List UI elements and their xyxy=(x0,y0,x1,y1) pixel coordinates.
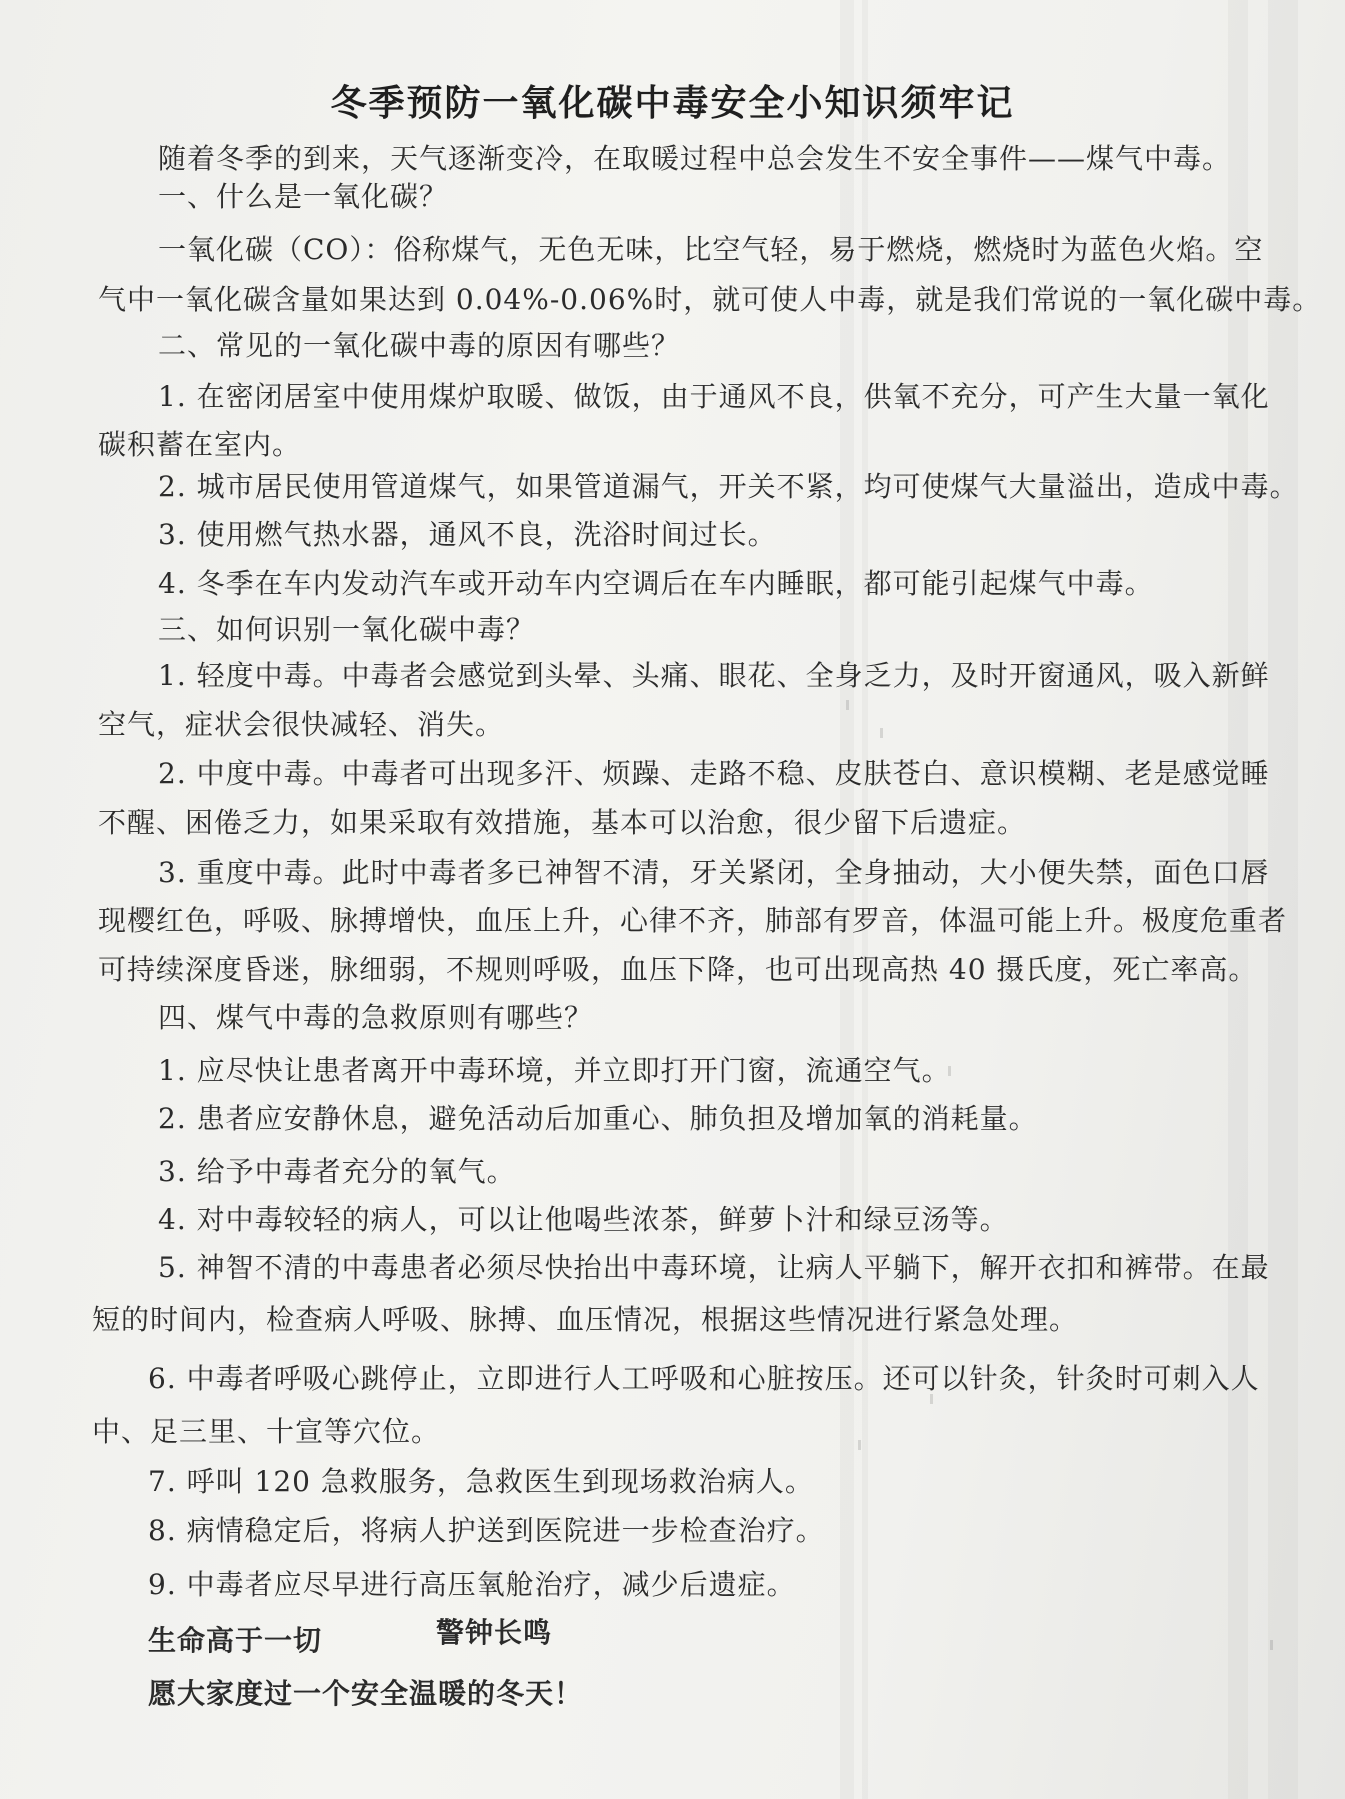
section-2-item: 2. 城市居民使用管道煤气，如果管道漏气，开关不紧，均可使煤气大量溢出，造成中毒。 xyxy=(158,470,1299,503)
section-3-item: 1. 轻度中毒。中毒者会感觉到头晕、头痛、眼花、全身乏力，及时开窗通风，吸入新鲜 xyxy=(158,659,1270,692)
section-3-item: 2. 中度中毒。中毒者可出现多汗、烦躁、走路不稳、皮肤苍白、意识模糊、老是感觉睡 xyxy=(158,757,1270,790)
intro-paragraph: 随着冬季的到来，天气逐渐变冷，在取暖过程中总会发生不安全事件——煤气中毒。 xyxy=(158,142,1232,175)
section-heading-3: 三、如何识别一氧化碳中毒？ xyxy=(158,613,536,646)
section-heading-2: 二、常见的一氧化碳中毒的原因有哪些？ xyxy=(158,329,681,362)
section-4-item: 短的时间内，检查病人呼吸、脉搏、血压情况，根据这些情况进行紧急处理。 xyxy=(92,1303,1079,1336)
document-title: 冬季预防一氧化碳中毒安全小知识须牢记 xyxy=(330,82,1015,124)
closing-line: 愿大家度过一个安全温暖的冬天！ xyxy=(148,1677,584,1710)
section-4-item: 7. 呼叫 120 急救服务，急救医生到现场救治病人。 xyxy=(148,1465,814,1498)
section-3-item: 空气，症状会很快减轻、消失。 xyxy=(98,708,505,741)
section-4-item: 4. 对中毒较轻的病人，可以让他喝些浓茶，鲜萝卜汁和绿豆汤等。 xyxy=(158,1203,1009,1236)
section-3-item: 可持续深度昏迷，脉细弱，不规则呼吸，血压下降，也可出现高热 40 摄氏度，死亡率高。 xyxy=(98,953,1258,986)
section-3-item: 不醒、困倦乏力，如果采取有效措施，基本可以治愈，很少留下后遗症。 xyxy=(98,806,1027,839)
section-4-item: 5. 神智不清的中毒患者必须尽快抬出中毒环境，让病人平躺下，解开衣扣和裤带。在最 xyxy=(158,1251,1270,1284)
section-4-item: 2. 患者应安静休息，避免活动后加重心、肺负担及增加氧的消耗量。 xyxy=(158,1102,1038,1135)
section-heading-4: 四、煤气中毒的急救原则有哪些？ xyxy=(158,1001,594,1034)
section-2-item: 4. 冬季在车内发动汽车或开动车内空调后在车内睡眠，都可能引起煤气中毒。 xyxy=(158,567,1154,600)
section-2-item: 碳积蓄在室内。 xyxy=(98,428,302,461)
section-2-item: 3. 使用燃气热水器，通风不良，洗浴时间过长。 xyxy=(158,518,777,551)
section-4-item: 中、足三里、十宣等穴位。 xyxy=(92,1415,441,1448)
section-1-text: 一氧化碳（CO）：俗称煤气，无色无味，比空气轻，易于燃烧，燃烧时为蓝色火焰。空 xyxy=(158,233,1264,266)
section-4-item: 1. 应尽快让患者离开中毒环境，并立即打开门窗，流通空气。 xyxy=(158,1054,951,1087)
section-1-text: 气中一氧化碳含量如果达到 0.04%-0.06%时，就可使人中毒，就是我们常说的一氧化碳中毒。 xyxy=(98,283,1322,316)
section-4-item: 3. 给予中毒者充分的氧气。 xyxy=(158,1155,516,1188)
section-2-item: 1. 在密闭居室中使用煤炉取暖、做饭，由于通风不良，供氧不充分，可产生大量一氧化 xyxy=(158,380,1270,413)
section-4-item: 6. 中毒者呼吸心跳停止，立即进行人工呼吸和心脏按压。还可以针灸，针灸时可刺入人 xyxy=(148,1362,1260,1395)
section-3-item: 现樱红色，呼吸、脉搏增快，血压上升，心律不齐，肺部有罗音，体温可能上升。极度危重者 xyxy=(98,904,1288,937)
slogan-left: 生命高于一切 xyxy=(148,1624,323,1657)
section-heading-1: 一、什么是一氧化碳？ xyxy=(158,180,449,213)
section-4-item: 9. 中毒者应尽早进行高压氧舱治疗，减少后遗症。 xyxy=(148,1568,796,1601)
slogan-right: 警钟长鸣 xyxy=(436,1616,553,1649)
section-4-item: 8. 病情稳定后，将病人护送到医院进一步检查治疗。 xyxy=(148,1514,825,1547)
section-3-item: 3. 重度中毒。此时中毒者多已神智不清，牙关紧闭，全身抽动，大小便失禁，面色口唇 xyxy=(158,856,1270,889)
